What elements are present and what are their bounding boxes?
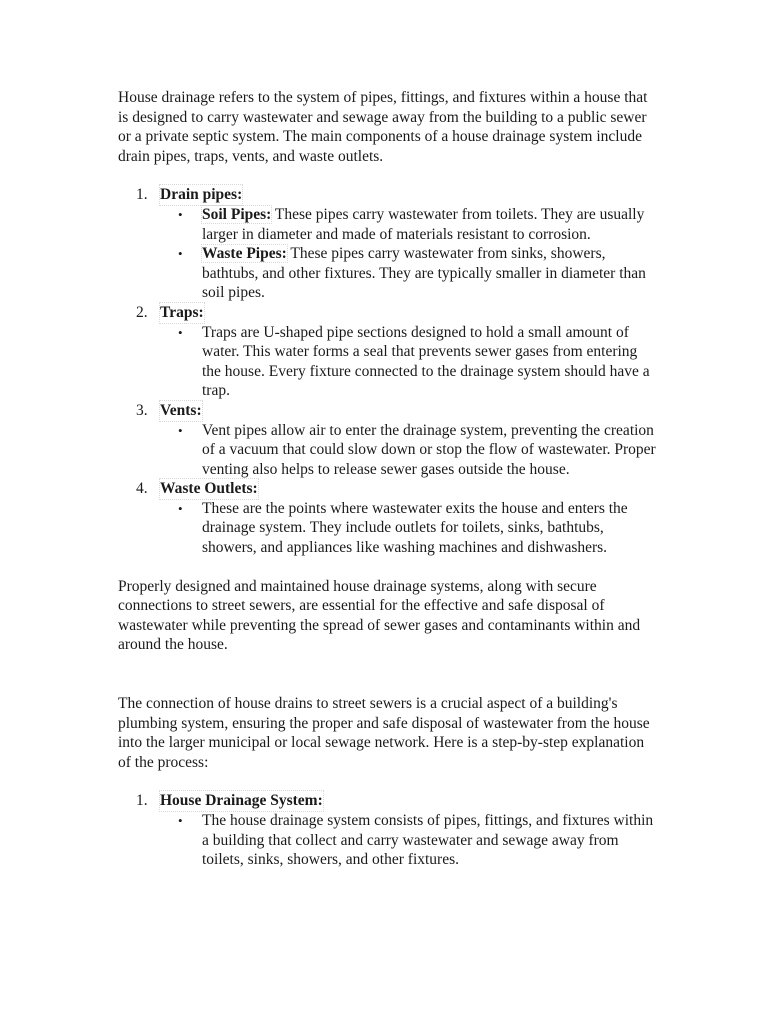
list-number: 3.	[136, 401, 148, 419]
bullet-text: Vent pipes allow air to enter the drainage system, preventing the creation of a vacuum that could slow down or stop the flow of wastewater. Proper venting also helps to release sewer gases outside the house.	[202, 421, 656, 478]
list-number: 4.	[136, 480, 148, 498]
bullet-term: Waste Pipes:	[202, 245, 287, 263]
closing-paragraph: Properly designed and maintained house drainage systems, along with secure connections to street sewers, are essential for the effective and safe disposal of wastewater while preventing the spread of sewer gases and contaminants within and around the house.	[118, 577, 641, 654]
list-number: 2.	[136, 303, 148, 321]
intro-paragraph: House drainage refers to the system of pipes, fittings, and fixtures within a house that is designed to carry wastewater and sewage away from the building to a public sewer or a private septic system. The main components of a house drainage system include drain pipes, traps, vents, and waste outlets.	[118, 89, 648, 165]
components-list	[118, 185, 658, 557]
bullet-text: These are the points where wastewater exits the house and enters the drainage system. They include outlets for toilets, sinks, bathtubs, showers, and appliances like washing machines and dishwashers.	[202, 499, 628, 557]
bullet-list	[160, 499, 658, 558]
section-heading: Vents:	[160, 401, 202, 419]
bullet-icon: •	[178, 500, 183, 516]
section-heading: Traps:	[160, 303, 204, 321]
list-number: 1.	[136, 186, 148, 204]
section-heading: House Drainage System:	[160, 792, 323, 810]
document-page	[118, 88, 658, 870]
list-item-waste-outlets	[118, 479, 658, 557]
list-item-drain-pipes	[118, 185, 658, 303]
bullet-text: The house drainage system consists of pipes, fittings, and fixtures within a building that collect and carry wastewater and sewage away from toilets, sinks, showers, and other fixtures.	[202, 812, 654, 869]
bullet-item	[160, 205, 658, 244]
section-heading: Drain pipes:	[160, 186, 243, 204]
bullet-text: These pipes carry wastewater from sinks, showers, bathtubs, and other fixtures. They are typically smaller in diameter than soil pipes.	[202, 245, 646, 302]
bullet-icon: •	[178, 422, 183, 438]
bullet-item	[160, 499, 658, 558]
steps-list	[118, 791, 658, 869]
bullet-list	[160, 205, 658, 303]
bullet-item	[160, 244, 658, 303]
bullet-list	[160, 811, 658, 870]
bullet-icon: •	[178, 813, 183, 828]
list-item-house-drainage-system	[118, 791, 658, 869]
list-number: 1.	[136, 792, 148, 810]
bullet-text: Traps are U-shaped pipe sections designed to hold a small amount of water. This water forms a seal that prevents sewer gases from entering the house. Every fixture connected to the drainage system should have a trap.	[202, 323, 650, 400]
list-item-vents	[118, 401, 658, 479]
bullet-icon: •	[178, 246, 183, 262]
bullet-text: These pipes carry wastewater from toilets. They are usually larger in diameter and made of materials resistant to corrosion.	[202, 205, 645, 243]
list-item-traps	[118, 303, 658, 401]
bullet-list	[160, 421, 658, 480]
bullet-icon: •	[178, 206, 183, 222]
bullet-item	[160, 811, 658, 870]
bullet-item	[160, 421, 658, 480]
connection-intro-paragraph: The connection of house drains to street sewers is a crucial aspect of a building's plumbing system, ensuring the proper and safe disposal of wastewater from the house into the larger municipal or local sewage network. Here is a step-by-step explanation of the process:	[118, 695, 650, 771]
bullet-list	[160, 323, 658, 401]
bullet-item	[160, 323, 658, 401]
bullet-icon: •	[178, 324, 183, 340]
bullet-term: Soil Pipes:	[202, 205, 272, 223]
section-heading: Waste Outlets:	[160, 480, 258, 498]
